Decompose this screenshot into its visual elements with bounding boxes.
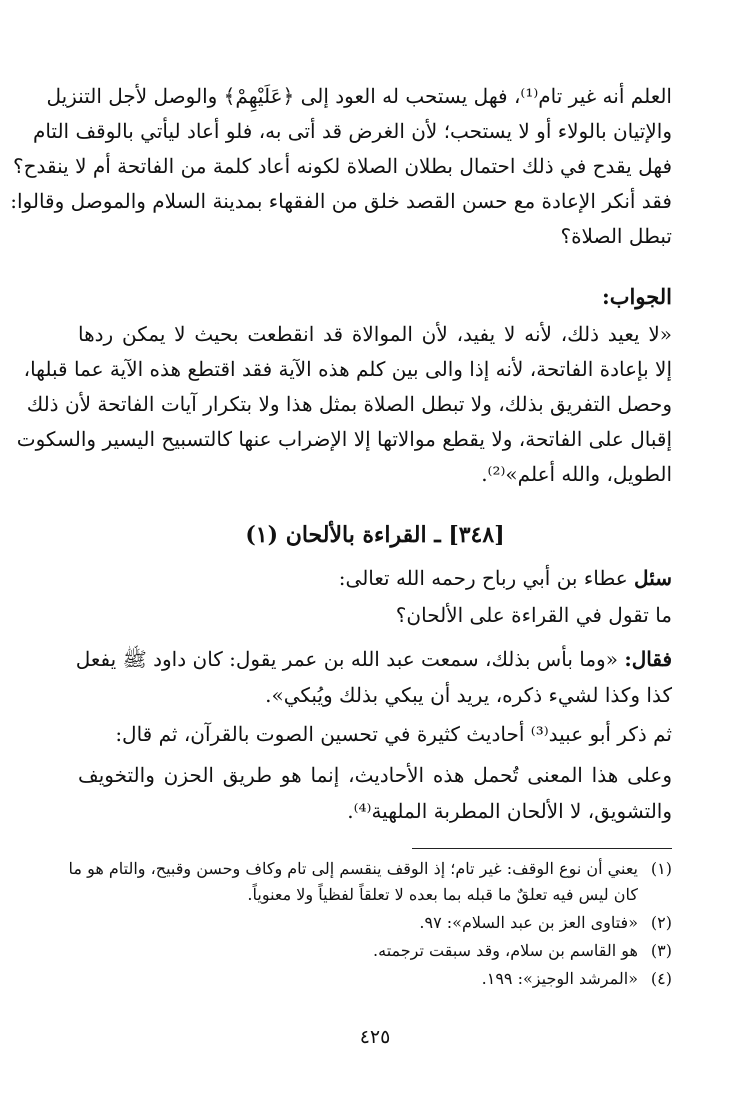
body-line: العلم أنه غير تام⁽¹⁾، فهل يستحب له العود إلى ﴿عَلَيْهِمْ﴾ والوصل لأجل التنزيل <box>46 84 672 108</box>
footnote-number: (١) <box>650 859 672 878</box>
footnote-text: «فتاوى العز بن عبد السلام»: ٩٧. <box>419 913 638 932</box>
answer-line: إلا بإعادة الفاتحة، لأنه إذا والى بين كلم هذه الآية فقد اقتطع هذه الآية عما قبلها، <box>23 357 672 381</box>
section-line: وعلى هذا المعنى تُحمل هذه الأحاديث، إنما هو طريق الحزن والتخويف <box>78 763 672 787</box>
section-line <box>78 564 672 592</box>
footnote-text: هو القاسم بن سلام، وقد سبقت ترجمته. <box>373 941 638 960</box>
answer-line: الطويل، والله أعلم»⁽²⁾. <box>481 462 672 486</box>
footnote-text: يعني أن نوع الوقف: غير تام؛ إذ الوقف ينقسم إلى تام وكاف وحسن وقبيح، والتام هو ما <box>68 859 638 878</box>
answer-line: إقبال على الفاتحة، ولا يقطع موالاتها إلا الإضراب عنها كالتسبيح اليسير والسكوت <box>16 427 672 451</box>
footnote-continuation: كان ليس فيه تعلقٌ ما قبله بما بعده لا تعلقاً لفظياً ولا معنوياً. <box>247 885 638 904</box>
answer-label: فقال: <box>624 647 672 671</box>
answer-line: «لا يعيد ذلك، لأنه لا يفيد، لأن الموالاة قد انقطعت بحيث لا يمكن ردها <box>78 322 672 346</box>
body-line: فقد أنكر الإعادة مع حسن القصد خلق من الفقهاء بمدينة السلام والموصل وقالوا: <box>10 189 672 213</box>
section-line: ما تقول في القراءة على الألحان؟ <box>395 603 672 627</box>
footnote <box>68 858 672 880</box>
section-line: كذا وكذا لشيء ذكره، يريد أن يبكي بذلك ويُبكي». <box>265 683 672 707</box>
answer-heading: الجواب: <box>602 284 672 309</box>
footnote-number: (٤) <box>650 969 672 988</box>
footnote-number: (٣) <box>650 941 672 960</box>
section-line: والتشويق، لا الألحان المطربة الملهية⁽⁴⁾. <box>347 799 672 823</box>
section-title: [٣٤٨] ـ القراءة بالألحان (١) <box>245 522 505 548</box>
answer-text: «وما بأس بذلك، سمعت عبد الله بن عمر يقول: كان داود ﷺ يفعل <box>75 647 618 671</box>
body-line: فهل يقدح في ذلك احتمال بطلان الصلاة لكونه أعاد كلمة من الفاتحة أم لا ينقدح؟ <box>12 154 672 178</box>
footnote-separator <box>412 848 672 849</box>
footnote <box>80 968 672 990</box>
section-line: ثم ذكر أبو عبيد⁽³⁾ أحاديث كثيرة في تحسين الصوت بالقرآن، ثم قال: <box>115 722 672 746</box>
page-number: ٤٢٥ <box>359 1026 391 1048</box>
body-line: والإتيان بالولاء أو لا يستحب؛ لأن الغرض قد أتى به، فلو أعاد ليأتي بالوقف التام <box>32 119 672 143</box>
question-text: عطاء بن أبي رباح رحمه الله تعالى: <box>338 566 628 590</box>
footnote <box>80 912 672 934</box>
question-label: سئل <box>634 566 672 590</box>
section-line <box>75 645 672 673</box>
body-line: تبطل الصلاة؟ <box>560 224 672 248</box>
footnote-text: «المرشد الوجيز»: ١٩٩. <box>481 969 638 988</box>
footnote <box>80 940 672 962</box>
footnote-number: (٢) <box>650 913 672 932</box>
answer-line: وحصل التفريق بذلك، ولا تبطل الصلاة بمثل هذا ولا بتكرار آيات الفاتحة لأن ذلك <box>26 392 672 416</box>
